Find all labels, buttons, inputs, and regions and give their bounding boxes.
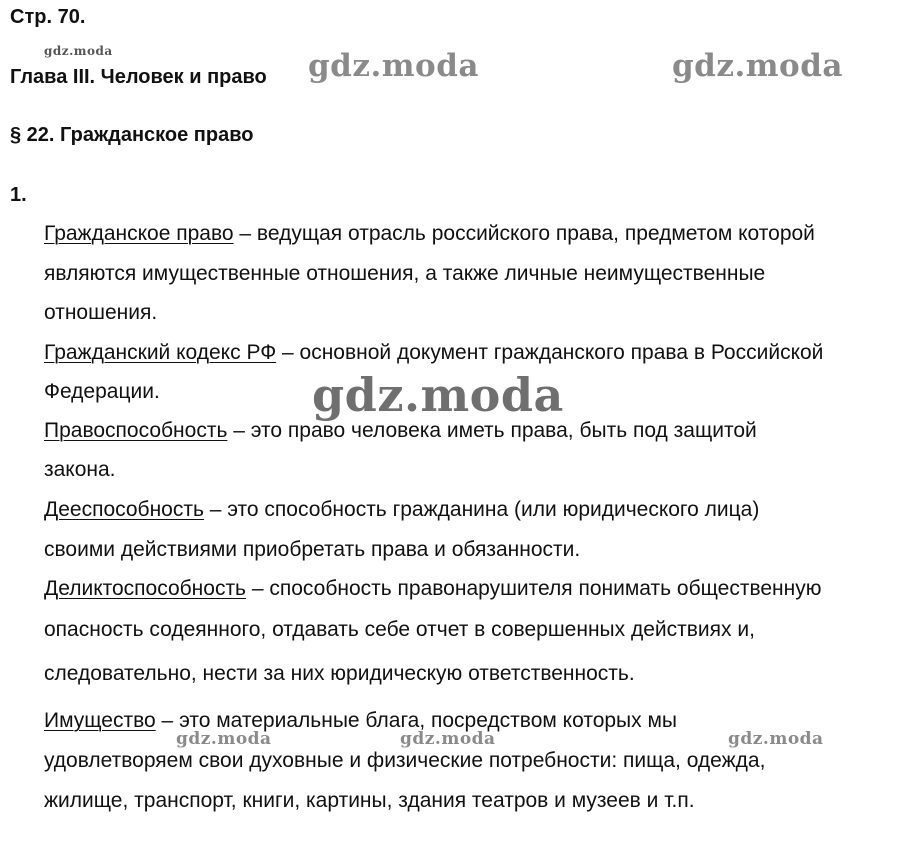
definition-text: жилище, транспорт, книги, картины, здания театров и музеев и т.п. xyxy=(44,789,695,812)
definition-text: – основной документ гражданского права в Российской xyxy=(276,341,824,364)
definition-text: – это материальные блага, посредством которых мы xyxy=(155,709,678,732)
item-number: 1. xyxy=(10,184,27,206)
definition-text: – способность правонарушителя понимать общественную xyxy=(246,577,822,600)
definition-text: – это право человека иметь права, быть под защитой xyxy=(227,419,757,442)
definition-civil-code-line-1 xyxy=(44,341,823,365)
watermark-logo: gdz.moda xyxy=(400,729,496,749)
definition-legal-capacity-line-1 xyxy=(44,419,757,443)
definition-term: Гражданский кодекс РФ xyxy=(44,341,277,364)
chapter-title: Глава III. Человек и право xyxy=(10,66,267,88)
definition-text: Федерации. xyxy=(44,380,160,403)
watermark-logo: gdz.moda xyxy=(44,44,113,58)
watermark-logo: gdz.moda xyxy=(308,48,479,84)
definition-text: следовательно, нести за них юридическую ответственность. xyxy=(44,662,635,685)
section-title: § 22. Гражданское право xyxy=(10,124,254,146)
definition-active-capacity-line-1 xyxy=(44,498,759,522)
watermark-logo: gdz.moda xyxy=(312,368,564,422)
watermark-logo: gdz.moda xyxy=(176,729,272,749)
definition-text: своими действиями приобретать права и обязанности. xyxy=(44,538,581,561)
definition-text: – ведущая отрасль российского права, предметом которой xyxy=(233,222,815,245)
definition-text: опасность содеянного, отдавать себе отчет в совершенных действиях и, xyxy=(44,618,755,641)
definition-civil-law-line-1 xyxy=(44,222,815,246)
definition-text: удовлетворяем свои духовные и физические потребности: пища, одежда, xyxy=(44,749,766,772)
definition-property-line-1 xyxy=(44,709,677,733)
definition-term: Правоспособность xyxy=(44,419,228,442)
watermark-logo: gdz.moda xyxy=(672,48,843,84)
definition-term: Имущество xyxy=(44,709,156,732)
definition-text: являются имущественные отношения, а также личные неимущественные xyxy=(44,262,766,285)
definition-tort-capacity-line-1 xyxy=(44,577,822,601)
definition-text: отношения. xyxy=(44,301,158,324)
watermark-logo: gdz.moda xyxy=(728,729,824,749)
definition-term: Дееспособность xyxy=(44,498,204,521)
definition-text: закона. xyxy=(44,458,116,481)
definition-term: Деликтоспособность xyxy=(44,577,247,600)
definition-text: – это способность гражданина (или юридического лица) xyxy=(203,498,760,521)
page-label: Стр. 70. xyxy=(10,6,86,28)
definition-term: Гражданское право xyxy=(44,222,234,245)
